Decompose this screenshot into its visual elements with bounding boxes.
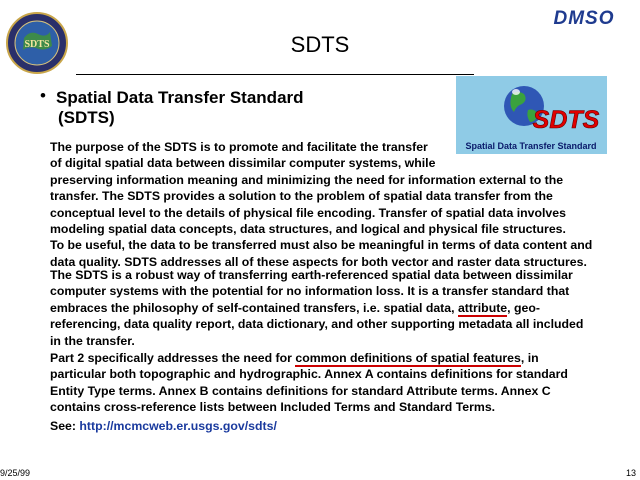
text-line: in the transfer. — [50, 333, 135, 348]
text-line: The purpose of the SDTS is to promote and facilitate the transfer — [50, 140, 428, 154]
text-line — [50, 300, 583, 316]
sdts-logo-caption: Spatial Data Transfer Standard — [465, 141, 597, 151]
attribute-link[interactable]: attribute — [457, 300, 508, 315]
title-divider — [76, 74, 474, 75]
text-line: of digital spatial data between dissimilar computer systems, while — [50, 156, 436, 171]
text-line: referencing, data quality report, data dictionary, and other supporting metadata all included — [50, 317, 584, 332]
text-line: The SDTS is a robust way of transferring earth-referenced spatial data between dissimilar — [50, 268, 573, 282]
text-fragment: , in — [520, 351, 539, 365]
text-fragment: , geo- — [507, 300, 540, 315]
paragraph-robust-transfer — [50, 267, 583, 349]
text-line: data quality. SDTS addresses all of these aspects for both vector and raster data structures. — [50, 254, 587, 269]
text-line: transfer. The SDTS provides a solution to the problem of spatial data transfer from the — [50, 189, 553, 204]
text-line: contains cross-reference lists between Included Terms and Standard Terms. — [50, 400, 496, 415]
bullet-heading — [56, 88, 304, 128]
sdts-url-link[interactable]: http://mcmcweb.er.usgs.gov/sdts/ — [79, 419, 277, 433]
text-line: To be useful, the data to be transferred must also be meaningful in terms of data content and — [50, 238, 593, 253]
page-title: SDTS — [290, 32, 350, 57]
dmso-logo — [536, 6, 632, 28]
text-line: computer systems with the potential for no information loss. It is a transfer standard that — [50, 284, 570, 299]
text-line: particular both topographic and hydrographic. Annex A contains definitions for standard — [50, 367, 568, 382]
text-line: modeling spatial data concepts, data structures, and logical and physical file structures. — [50, 222, 566, 237]
bullet-icon: • — [40, 86, 46, 105]
spatial-features-link[interactable]: common definitions of spatial features — [295, 351, 521, 365]
text-line: conceptual level to the details of physical file encoding. Transfer of spatial data involves — [50, 205, 566, 220]
see-label: See: — [50, 419, 80, 433]
see-reference — [50, 418, 277, 434]
dmso-logo-text: DMSO — [553, 8, 615, 28]
seal-text: SDTS — [24, 39, 50, 50]
footer-date: 9/25/99 — [0, 468, 31, 478]
paragraph-part-2 — [50, 350, 568, 416]
page-number: 13 — [625, 468, 636, 478]
text-fragment: embraces the philosophy of self-contained transfers, i.e. spatial data, — [50, 300, 458, 315]
paragraph-purpose — [50, 139, 592, 270]
bullet-heading-line2: (SDTS) — [58, 108, 115, 127]
text-line: Entity Type terms. Annex B contains definitions for standard Attribute terms. Annex C — [50, 383, 551, 398]
text-fragment: Part 2 specifically addresses the need for — [50, 351, 296, 365]
text-line — [50, 350, 568, 366]
sdts-logo-main-text: SDTS — [532, 106, 600, 134]
bullet-heading-line1: Spatial Data Transfer Standard — [56, 88, 304, 107]
text-line: preserving information meaning and minimizing the need for information external to the — [50, 172, 564, 187]
